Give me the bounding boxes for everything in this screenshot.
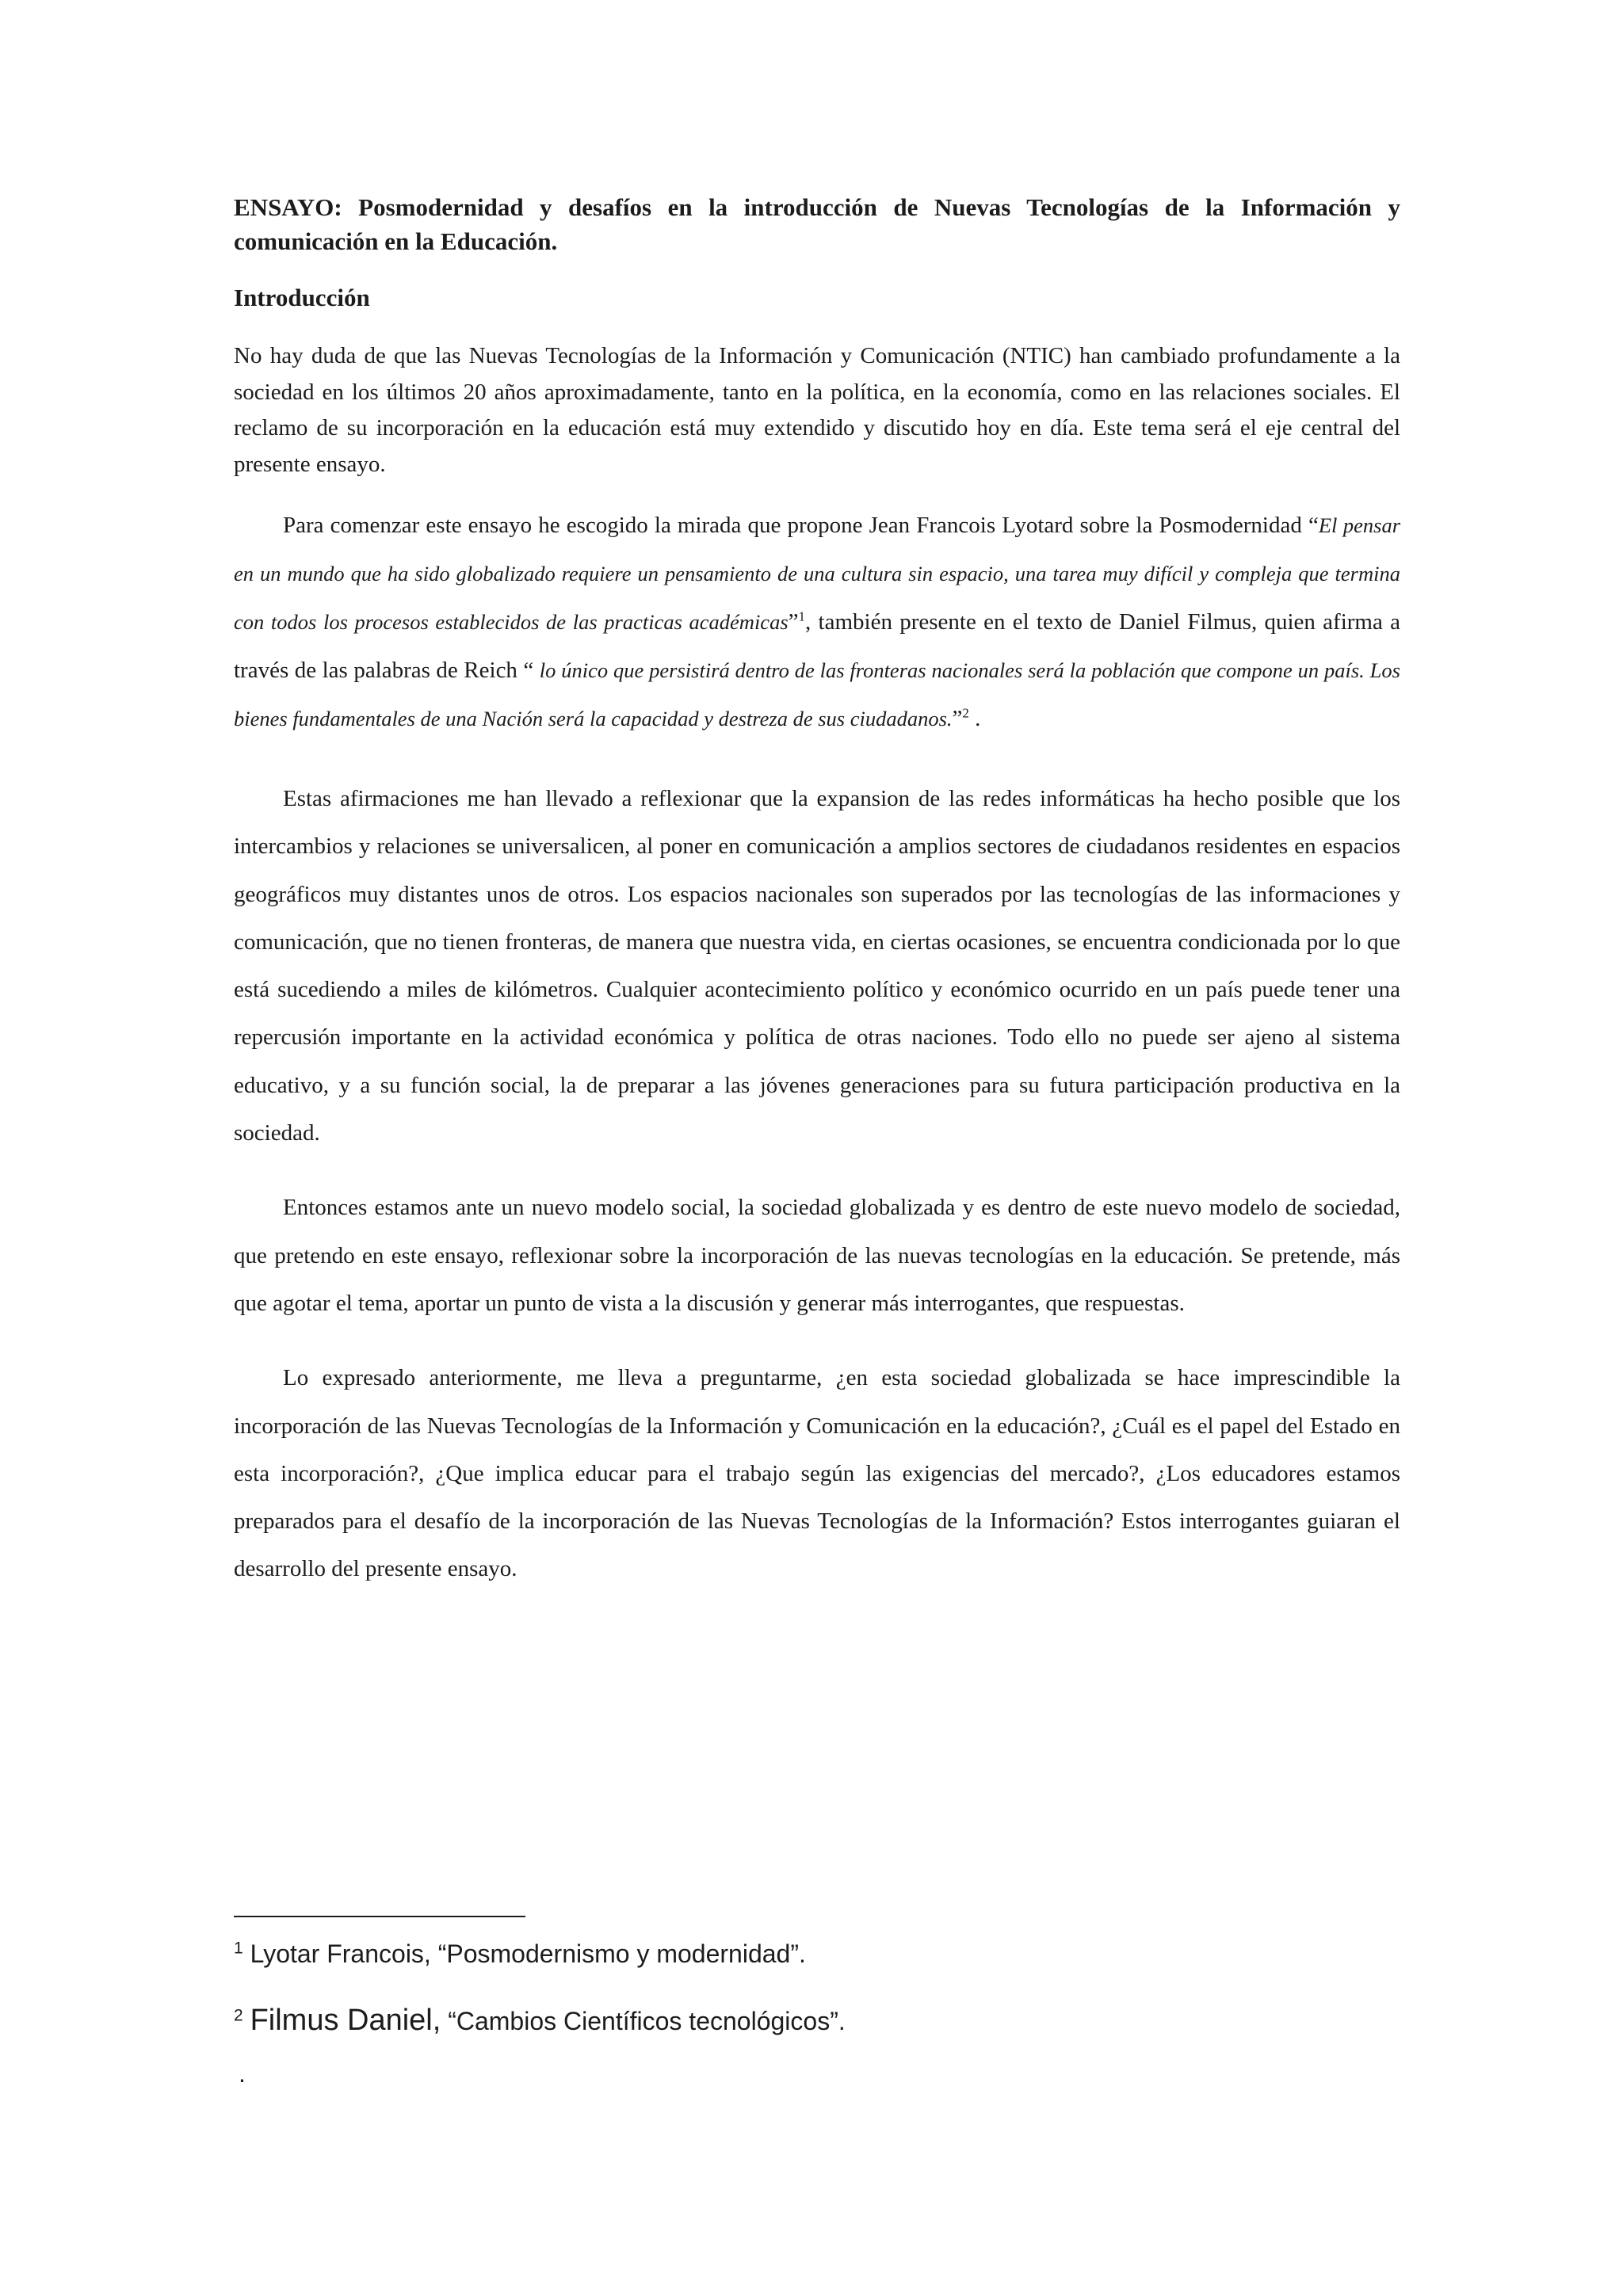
footnote-number: 2 <box>234 2006 243 2025</box>
trailing-mark: . <box>239 2059 246 2088</box>
footnote-2 <box>234 2004 1264 2037</box>
document-page <box>234 190 1400 1593</box>
intro-paragraph: No hay duda de que las Nuevas Tecnologías de la Información y Comunicación (NTIC) han cambiado profundamente a la sociedad en los últimos 20 años aproximadamente, tanto en la política, en la economía, como en las relaciones sociales. El reclamo de su incorporación en la educación está muy extendido y discutido hoy en día. Este tema será el eje central del presente ensayo. <box>234 343 1400 477</box>
quote-paragraph-middle: , también presente en el texto de Daniel Filmus, quien afirma a través de las palabras de Reich “ <box>234 609 1400 683</box>
footnote-author: Lyotar Francois, <box>250 1939 431 1968</box>
footnote-ref-2: 2 <box>962 705 969 721</box>
footnote-ref-1: 1 <box>798 608 806 624</box>
quote-close-mark: ” <box>788 609 799 635</box>
section-heading: Introducción <box>234 284 370 311</box>
body-paragraph-3: Entonces estamos ante un nuevo modelo social, la sociedad globalizada y es dentro de este nuevo modelo de sociedad, que pretendo en este ensayo, reflexionar sobre la incorporación de las nuevas tecnologías en la educación. Se pretende, más que agotar el tema, aportar un punto de vista a la discusión y generar más interrogantes, que respuestas. <box>234 1195 1400 1316</box>
footnote-work: “Posmodernismo y modernidad”. <box>430 1939 806 1968</box>
footnote-number: 1 <box>234 1939 243 1958</box>
lyotard-quote: El pensar en un mundo que ha sido globalizado requiere un pensamiento de una cultura sin espacio, una tarea muy difícil y compleja que termina con todos los procesos establecidos de las practicas académicas <box>234 513 1401 634</box>
body-paragraph-2: Estas afirmaciones me han llevado a reflexionar que la expansion de las redes informáticas ha hecho posible que los intercambios y relaciones se universalicen, al poner en comunicación a amplios sectores de ciudadanos residentes en espacios geográficos muy distantes unos de otros. Los espacios nacionales son superados por las tecnologías de las informaciones y comunicación, que no tienen fronteras, de manera que nuestra vida, en ciertas ocasiones, se encuentra condicionada por lo que está sucediendo a miles de kilómetros. Cualquier acontecimiento político y económico ocurrido en un país puede tener una repercusión importante en la actividad económica y política de otras naciones. Todo ello no puede ser ajeno al sistema educativo, y a su función social, la de preparar a las jóvenes generaciones para su futura participación productiva en la sociedad. <box>234 786 1400 1146</box>
quote-paragraph <box>234 502 1400 743</box>
body-paragraph-4: Lo expresado anteriormente, me lleva a preguntarme, ¿en esta sociedad globalizada se hace imprescindible la incorporación de las Nuevas Tecnologías de la Información y Comunicación en la educación?, ¿Cuál es el papel del Estado en esta incorporación?, ¿Que implica educar para el trabajo según las exigencias del mercado?, ¿Los educadores estamos preparados para el desafío de la incorporación de las Nuevas Tecnologías de la Información? Estos interrogantes guiaran el desarrollo del presente ensayo. <box>234 1365 1400 1582</box>
document-title: ENSAYO: Posmodernidad y desafíos en la introducción de Nuevas Tecnologías de la Información y comunicación en la Educación. <box>234 193 1400 255</box>
quote-close-mark: ” <box>952 706 963 731</box>
footnote-1 <box>234 1938 1264 1970</box>
footnote-separator <box>234 1916 525 1917</box>
quote-paragraph-lead: Para comenzar este ensayo he escogido la mirada que propone Jean Francois Lyotard sobre la Posmodernidad “ <box>283 513 1319 538</box>
quote-paragraph-tail: . <box>968 706 981 731</box>
footnote-author: Filmus Daniel, <box>250 2004 441 2037</box>
footnote-work: “Cambios Científicos tecnológicos”. <box>441 2007 846 2035</box>
footnotes-section <box>234 1916 1264 2089</box>
reich-quote: lo único que persistirá dentro de las fronteras nacionales será la población que compone un país. Los bienes fundamentales de una Nación será la capacidad y destreza de sus ciudadanos. <box>234 658 1400 730</box>
